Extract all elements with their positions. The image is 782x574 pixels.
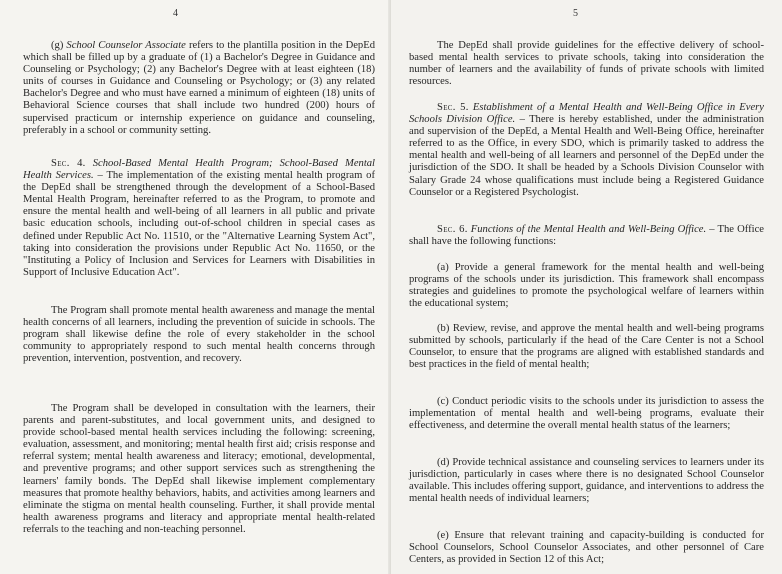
section-body: – There is hereby established, under the administration and supervision of the DepEd, a Mental Health and Well-Being Office, hereinafter referred to as the Office, in every SDO, which is primarily tasked to address the mental health and well-being of all learners and personnel of the DepEd under the jurisdiction of the SDO. It shall be headed by a Schools Division Counselor with Salary Grade 24 whose qualifications must include being a Registered Guidance Counselor or a Registered Psychologist. <box>409 114 764 198</box>
page-number: 5 <box>573 8 578 19</box>
item-b: (b) Review, revise, and approve the mental health and well-being programs submitted by schools, particularly if the head of the Care Center is not a School Counselor, to ensure that the programs are aligned with established standards and best practices in the field of mental health; <box>409 323 764 371</box>
item-a: (a) Provide a general framework for the mental health and well-being programs of the schools under its jurisdiction. This framework shall encompass strategies and guidelines to promote the psychological welfare of learners within the educational system; <box>409 262 764 310</box>
item-e: (e) Ensure that relevant training and capacity-building is conducted for School Counselors, School Counselor Associates, and other personnel of Care Centers, as provided in Section 12 of this Act; <box>409 530 764 566</box>
paragraph-body: refers to the plantilla position in the DepEd which shall be filled up by a graduate of (1) a Bachelor's Degree in Guidance and Counseling or Psychology; (2) any Bachelor's Degree with at least eighteen (18) units of courses in Guidance and Counseling or Psychology; or (3) any related Bachelor's Degree and who must have earned a minimum of eighteen (18) units of Behavioral Science courses that shall include two hundred (200) hours of supervised practicum or internship experience on guidance and counseling, preferably in a school or community setting. <box>23 40 375 136</box>
section-title: School-Based Mental Health Program; School-Based Mental Health Services. <box>23 158 375 182</box>
defined-term: School Counselor Associate <box>66 40 186 51</box>
item-c: (c) Conduct periodic visits to the schools under its jurisdiction to assess the implementation of mental health and well-being programs, evaluate their effectiveness, and determine the overall mental health status of the learners; <box>409 396 764 432</box>
section-title: Establishment of a Mental Health and Well-Being Office in Every Schools Division Office. <box>409 102 764 126</box>
paragraph-g <box>23 40 375 137</box>
section-4 <box>23 158 375 279</box>
section-6 <box>409 224 764 248</box>
item-label: (g) <box>51 40 64 51</box>
section-body: – The Office shall have the following functions: <box>409 224 764 248</box>
page-number: 4 <box>173 8 178 19</box>
section-label: Sec. 6. <box>437 224 468 235</box>
paragraph-guidelines: The DepEd shall provide guidelines for the effective delivery of school-based mental health services to private schools, taking into consideration the number of learners and the availability of funds of private schools with limited resources. <box>409 40 764 88</box>
section-body: – The implementation of the existing mental health program of the DepEd shall be strengthened through the development of a School-Based Mental Health Program, hereinafter referred to as the Program, to promote and ensure the mental health and well-being of all learners in all public and private basic education schools, including out-of-school children in special cases as defined under Republic Act No. 11510, or the "Alternative Learning System Act", taking into consideration the provisions under Republic Act No. 11650, or the "Instituting a Policy of Inclusion and Services for Learners with Disabilities in Support of Inclusive Education Act". <box>23 170 375 278</box>
section-5 <box>409 102 764 199</box>
section-label: Sec. 4. <box>51 158 86 169</box>
paragraph-program: The Program shall promote mental health awareness and manage the mental health concerns of all learners, including the prevention of suicide in schools. The program shall likewise define the role of every stakeholder in the school community to appropriately respond to such mental health concerns through prevention, intervention, postvention, and recovery. <box>23 305 375 365</box>
section-title: Functions of the Mental Health and Well-Being Office. <box>470 224 707 235</box>
item-d: (d) Provide technical assistance and counseling services to learners under its jurisdiction, particularly in cases where there is no designated School Counselor available. This includes offering support, guidance, and interventions to address the mental health needs of individual learners; <box>409 457 764 505</box>
section-label: Sec. 5. <box>437 102 469 113</box>
paragraph-developed: The Program shall be developed in consultation with the learners, their parents and parent-substitutes, and local government units, and designed to provide school-based mental health services including the following: screening, evaluation, assessment, and monitoring; mental health first aid; crisis response and referral system; mental health awareness and literacy; emotional, developmental, and preventive programs; and other support services such as strengthening the learners' family bonds. The DepEd shall likewise implement complementary measures that promote healthy behaviors, habits, and activities among learners and eliminate the stigma on mental health counseling. Further, it shall provide mental health awareness programs and literacy and appropriate mental health-related referrals to the teaching and non-teaching personnel. <box>23 403 375 535</box>
